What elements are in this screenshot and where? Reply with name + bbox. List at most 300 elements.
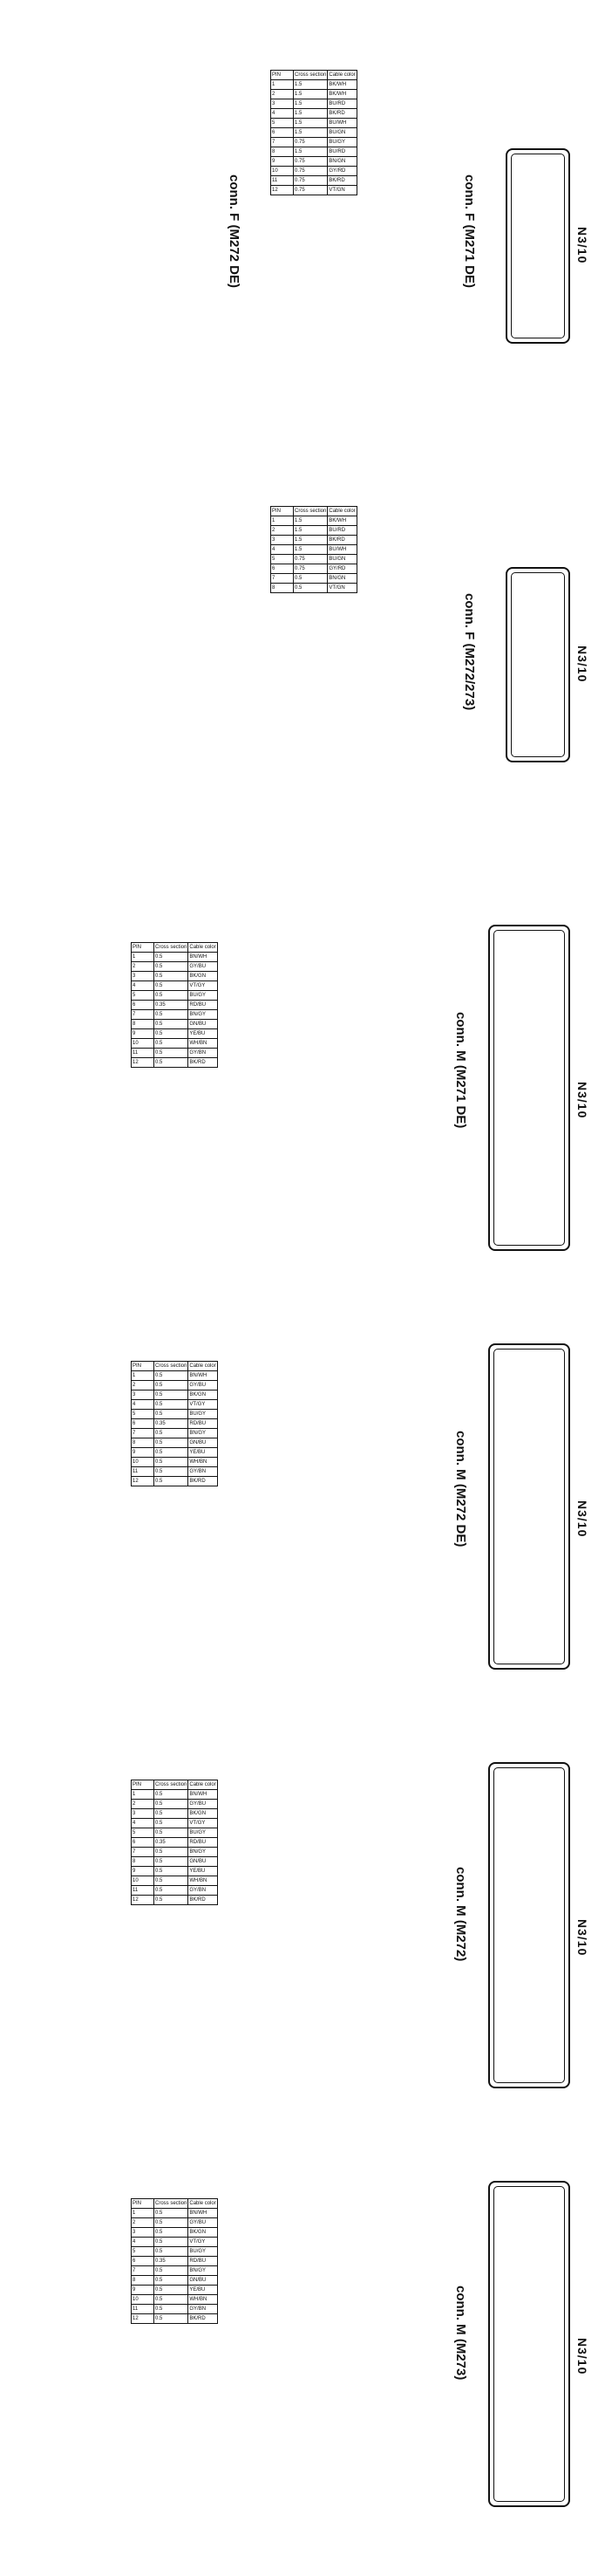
cell: 0.35: [154, 1838, 188, 1848]
connector-label-alt: conn. F (M272 DE): [227, 174, 241, 289]
cell: GY/RD: [328, 167, 357, 176]
table-row: [271, 564, 357, 574]
table-row: [132, 1876, 218, 1886]
cell: WH/BN: [188, 1458, 217, 1467]
column-header: Cross section: [154, 1780, 188, 1790]
connector-diagram: [506, 567, 570, 762]
cell: 0.5: [154, 1458, 188, 1467]
cell: 1: [132, 2209, 154, 2218]
column-header: Cable color: [328, 507, 357, 516]
cell: BK/GN: [188, 2228, 217, 2238]
cell: 0.5: [154, 1039, 188, 1049]
cell: 7: [271, 138, 294, 147]
cell: BN/GN: [328, 157, 357, 167]
cell: BU/GY: [188, 991, 217, 1001]
cell: BU/GY: [188, 1828, 217, 1838]
cell: 0.5: [154, 972, 188, 981]
cell: 2: [271, 526, 294, 536]
table-row: [132, 1896, 218, 1905]
table-header: [132, 943, 218, 953]
connector-diagram: [488, 1343, 570, 1670]
cell: 0.5: [154, 991, 188, 1001]
connector-label: conn. M (M272): [453, 1867, 468, 1962]
cell: 11: [132, 1467, 154, 1477]
cell: 0.5: [154, 2228, 188, 2238]
cell: 0.5: [154, 1058, 188, 1068]
connector-frame: [493, 1767, 565, 2083]
connector-frame: [511, 572, 565, 757]
cell: VT/GY: [188, 1400, 217, 1410]
cell: GN/BU: [188, 1020, 217, 1029]
cell: BU/GN: [328, 128, 357, 138]
cell: 7: [132, 1010, 154, 1020]
block-title: N3/10: [575, 646, 589, 683]
cell: 0.5: [294, 584, 328, 593]
cell: 9: [271, 157, 294, 167]
cell: BN/GY: [188, 1010, 217, 1020]
cell: 4: [132, 981, 154, 991]
cell: BK/RD: [328, 536, 357, 545]
block-title: N3/10: [575, 1919, 589, 1957]
cell: 0.5: [154, 1020, 188, 1029]
column-header: Cross section: [294, 507, 328, 516]
table-row: [271, 138, 357, 147]
column-header: Cross section: [154, 2199, 188, 2209]
cell: 5: [132, 1410, 154, 1419]
cell: 0.35: [154, 1419, 188, 1429]
table-row: [271, 80, 357, 90]
cell: 1: [271, 516, 294, 526]
table-header: [271, 507, 357, 516]
cell: BK/RD: [188, 1896, 217, 1905]
cell: 3: [132, 2228, 154, 2238]
table-header: [271, 71, 357, 80]
table-row: [132, 1390, 218, 1400]
table-row: [132, 1886, 218, 1896]
cell: GY/BN: [188, 1049, 217, 1058]
table-row: [132, 1848, 218, 1857]
cell: 8: [132, 2276, 154, 2286]
cell: YE/BU: [188, 1867, 217, 1876]
cell: 1.5: [294, 90, 328, 99]
cell: WH/BN: [188, 1039, 217, 1049]
block-title: N3/10: [575, 227, 589, 264]
column-header: PIN: [271, 71, 294, 80]
connector-label: conn. F (M272/273): [462, 593, 477, 711]
cell: 10: [132, 1458, 154, 1467]
table-row: [271, 109, 357, 119]
table-row: [132, 1001, 218, 1010]
cell: 0.5: [154, 2286, 188, 2295]
cell: 9: [132, 2286, 154, 2295]
cell: 0.5: [154, 1467, 188, 1477]
cell: 0.5: [154, 1029, 188, 1039]
connector-frame: [493, 1349, 565, 1664]
connector-diagram: [488, 2181, 570, 2507]
cell: 0.75: [294, 564, 328, 574]
block-5: [0, 1710, 605, 2111]
cell: 11: [271, 176, 294, 186]
cell: 3: [132, 1390, 154, 1400]
column-header: Cable color: [188, 2199, 217, 2209]
cell: 0.5: [154, 1896, 188, 1905]
table-row: [271, 128, 357, 138]
cell: 1.5: [294, 526, 328, 536]
cell: 4: [132, 1400, 154, 1410]
cell: 7: [132, 1848, 154, 1857]
table-row: [132, 1049, 218, 1058]
cell: 10: [132, 2295, 154, 2305]
cell: GY/BN: [188, 1886, 217, 1896]
cell: BN/WH: [188, 953, 217, 962]
table-row: [132, 2276, 218, 2286]
cell: 1.5: [294, 119, 328, 128]
cell: 1: [132, 953, 154, 962]
column-header: Cable color: [188, 1362, 217, 1371]
table-header: [132, 1362, 218, 1371]
cell: 4: [132, 1819, 154, 1828]
cell: 6: [132, 2257, 154, 2266]
table-row: [132, 1010, 218, 1020]
cell: GY/BU: [188, 2218, 217, 2228]
cell: 0.5: [154, 1390, 188, 1400]
cell: YE/BU: [188, 1029, 217, 1039]
cell: GY/BN: [188, 1467, 217, 1477]
cell: BK/WH: [328, 516, 357, 526]
table-row: [132, 953, 218, 962]
cell: 6: [271, 128, 294, 138]
cell: WH/BN: [188, 2295, 217, 2305]
cell: 8: [132, 1857, 154, 1867]
cell: 5: [132, 1828, 154, 1838]
table-row: [132, 991, 218, 1001]
cell: 5: [271, 555, 294, 564]
cell: 0.75: [294, 555, 328, 564]
table-row: [132, 1371, 218, 1381]
cell: 0.5: [154, 2276, 188, 2286]
cell: 0.5: [154, 953, 188, 962]
cell: GY/BU: [188, 1381, 217, 1390]
table-row: [132, 2209, 218, 2218]
cell: BK/RD: [328, 109, 357, 119]
table-row: [132, 1429, 218, 1438]
cell: BK/RD: [188, 2314, 217, 2324]
table-row: [132, 2218, 218, 2228]
column-header: PIN: [271, 507, 294, 516]
cell: 0.5: [154, 1477, 188, 1486]
table-row: [132, 1819, 218, 1828]
table-row: [132, 1790, 218, 1800]
table-row: [271, 584, 357, 593]
cell: 0.75: [294, 138, 328, 147]
table-row: [132, 2257, 218, 2266]
cell: 12: [132, 1477, 154, 1486]
cell: 0.5: [154, 1828, 188, 1838]
cell: 0.5: [154, 2218, 188, 2228]
cell: VT/GN: [328, 584, 357, 593]
cell: 0.5: [154, 1876, 188, 1886]
table-row: [132, 2314, 218, 2324]
cell: 0.5: [154, 1429, 188, 1438]
table-row: [132, 2295, 218, 2305]
cell: 0.5: [154, 2266, 188, 2276]
cell: BN/GN: [328, 574, 357, 584]
cell: BU/RD: [328, 526, 357, 536]
cell: 0.5: [154, 1848, 188, 1857]
cell: BK/RD: [188, 1058, 217, 1068]
column-header: PIN: [132, 943, 154, 953]
table-row: [132, 1867, 218, 1876]
column-header: Cable color: [328, 71, 357, 80]
table-header: [132, 2199, 218, 2209]
pin-table: [131, 1361, 218, 1486]
block-title: N3/10: [575, 1082, 589, 1119]
cell: GY/RD: [328, 564, 357, 574]
table-row: [132, 1400, 218, 1410]
cell: 0.35: [154, 2257, 188, 2266]
cell: 1.5: [294, 516, 328, 526]
table-header: [132, 1780, 218, 1790]
cell: 10: [132, 1039, 154, 1049]
cell: 0.75: [294, 176, 328, 186]
connector-diagram: [488, 1762, 570, 2088]
cell: 0.5: [154, 2247, 188, 2257]
cell: BU/WH: [328, 119, 357, 128]
table-row: [132, 1020, 218, 1029]
block-title: N3/10: [575, 1500, 589, 1538]
cell: YE/BU: [188, 1448, 217, 1458]
cell: 1: [271, 80, 294, 90]
cell: BU/GY: [188, 2247, 217, 2257]
block-6: [0, 2128, 605, 2547]
cell: 0.5: [294, 574, 328, 584]
connector-label: conn. M (M273): [453, 2286, 468, 2381]
cell: 1.5: [294, 536, 328, 545]
cell: 1.5: [294, 128, 328, 138]
cell: 10: [271, 167, 294, 176]
column-header: PIN: [132, 1780, 154, 1790]
cell: 4: [132, 2238, 154, 2247]
pin-table: [270, 506, 357, 593]
cell: 2: [132, 1381, 154, 1390]
cell: 0.75: [294, 186, 328, 195]
table-row: [132, 1419, 218, 1429]
table-row: [132, 1828, 218, 1838]
cell: BU/WH: [328, 545, 357, 555]
cell: 10: [132, 1876, 154, 1886]
cell: 11: [132, 2305, 154, 2314]
cell: 0.5: [154, 1790, 188, 1800]
table-row: [132, 1458, 218, 1467]
cell: 9: [132, 1867, 154, 1876]
cell: 4: [271, 545, 294, 555]
cell: 0.5: [154, 1371, 188, 1381]
cell: BN/WH: [188, 1371, 217, 1381]
pin-table: [270, 70, 357, 195]
cell: 0.5: [154, 1857, 188, 1867]
connector-frame: [511, 154, 565, 338]
connector-diagram: [506, 148, 570, 344]
cell: 0.5: [154, 1010, 188, 1020]
column-header: Cross section: [294, 71, 328, 80]
cell: 1: [132, 1371, 154, 1381]
connector-label: conn. M (M271 DE): [453, 1012, 468, 1129]
table-row: [132, 1467, 218, 1477]
cell: 3: [271, 99, 294, 109]
cell: 4: [271, 109, 294, 119]
cell: BK/WH: [328, 90, 357, 99]
cell: GN/BU: [188, 1438, 217, 1448]
table-row: [271, 555, 357, 564]
column-header: Cable color: [188, 943, 217, 953]
cell: 0.5: [154, 2295, 188, 2305]
cell: 12: [132, 1058, 154, 1068]
cell: VT/GN: [328, 186, 357, 195]
block-4: [0, 1291, 605, 1692]
table-row: [271, 526, 357, 536]
cell: 6: [271, 564, 294, 574]
table-row: [132, 1477, 218, 1486]
cell: 0.5: [154, 2314, 188, 2324]
table-row: [132, 1800, 218, 1809]
column-header: PIN: [132, 2199, 154, 2209]
block-title: N3/10: [575, 2338, 589, 2375]
table-row: [271, 574, 357, 584]
table-row: [132, 2228, 218, 2238]
connector-diagram: [488, 925, 570, 1251]
table-row: [132, 1438, 218, 1448]
cell: 0.5: [154, 1819, 188, 1828]
cell: 1.5: [294, 545, 328, 555]
block-1: [0, 17, 605, 419]
pin-table: [131, 1780, 218, 1905]
cell: 8: [132, 1020, 154, 1029]
cell: VT/GY: [188, 981, 217, 991]
table-row: [132, 1410, 218, 1419]
cell: 7: [132, 2266, 154, 2276]
table-row: [271, 147, 357, 157]
cell: WH/BN: [188, 1876, 217, 1886]
table-row: [132, 2247, 218, 2257]
table-row: [132, 962, 218, 972]
cell: BU/RD: [328, 99, 357, 109]
cell: 8: [271, 584, 294, 593]
cell: BN/GY: [188, 1429, 217, 1438]
table-row: [132, 2266, 218, 2276]
cell: 1.5: [294, 147, 328, 157]
cell: BU/GY: [188, 1410, 217, 1419]
cell: VT/GY: [188, 2238, 217, 2247]
cell: 0.5: [154, 1448, 188, 1458]
table-row: [132, 1058, 218, 1068]
cell: 3: [132, 972, 154, 981]
cell: BK/RD: [328, 176, 357, 186]
cell: YE/BU: [188, 2286, 217, 2295]
table-row: [271, 186, 357, 195]
cell: 0.5: [154, 1049, 188, 1058]
cell: 5: [271, 119, 294, 128]
connector-frame: [493, 2186, 565, 2502]
table-row: [132, 1448, 218, 1458]
cell: BU/GY: [328, 138, 357, 147]
cell: 5: [132, 2247, 154, 2257]
cell: 3: [271, 536, 294, 545]
cell: 6: [132, 1419, 154, 1429]
cell: BN/WH: [188, 1790, 217, 1800]
table-row: [132, 1857, 218, 1867]
cell: 0.5: [154, 1410, 188, 1419]
connector-label: conn. M (M272 DE): [453, 1431, 468, 1548]
block-2: [0, 436, 605, 837]
cell: BK/GN: [188, 972, 217, 981]
table-row: [271, 157, 357, 167]
cell: GY/BN: [188, 2305, 217, 2314]
cell: 6: [132, 1001, 154, 1010]
cell: 0.5: [154, 2209, 188, 2218]
column-header: Cable color: [188, 1780, 217, 1790]
table-row: [271, 99, 357, 109]
cell: 1.5: [294, 109, 328, 119]
cell: RD/BU: [188, 1838, 217, 1848]
cell: 0.5: [154, 1886, 188, 1896]
table-row: [132, 2305, 218, 2314]
cell: 0.35: [154, 1001, 188, 1010]
cell: 11: [132, 1886, 154, 1896]
cell: 11: [132, 1049, 154, 1058]
table-row: [132, 1838, 218, 1848]
cell: 1: [132, 1790, 154, 1800]
table-row: [271, 90, 357, 99]
cell: 9: [132, 1448, 154, 1458]
cell: 8: [132, 1438, 154, 1448]
connector-frame: [493, 930, 565, 1246]
cell: 9: [132, 1029, 154, 1039]
column-header: Cross section: [154, 1362, 188, 1371]
cell: 0.5: [154, 981, 188, 991]
connector-label: conn. F (M271 DE): [462, 174, 477, 289]
cell: BN/GY: [188, 2266, 217, 2276]
cell: 0.75: [294, 167, 328, 176]
cell: RD/BU: [188, 1419, 217, 1429]
table-row: [132, 2286, 218, 2295]
cell: 1.5: [294, 80, 328, 90]
table-row: [132, 981, 218, 991]
cell: BN/WH: [188, 2209, 217, 2218]
column-header: Cross section: [154, 943, 188, 953]
pin-table: [131, 942, 218, 1068]
table-row: [132, 1039, 218, 1049]
cell: 8: [271, 147, 294, 157]
table-row: [271, 536, 357, 545]
cell: 1.5: [294, 99, 328, 109]
block-3: [0, 872, 605, 1274]
cell: BK/WH: [328, 80, 357, 90]
cell: 5: [132, 991, 154, 1001]
table-row: [271, 176, 357, 186]
cell: 0.5: [154, 2305, 188, 2314]
cell: BN/GY: [188, 1848, 217, 1857]
cell: 0.5: [154, 962, 188, 972]
table-row: [132, 1381, 218, 1390]
cell: BU/GN: [328, 555, 357, 564]
cell: 0.5: [154, 1381, 188, 1390]
cell: BK/GN: [188, 1809, 217, 1819]
column-header: PIN: [132, 1362, 154, 1371]
cell: 12: [132, 1896, 154, 1905]
cell: 0.5: [154, 2238, 188, 2247]
cell: GY/BU: [188, 1800, 217, 1809]
table-row: [132, 1809, 218, 1819]
